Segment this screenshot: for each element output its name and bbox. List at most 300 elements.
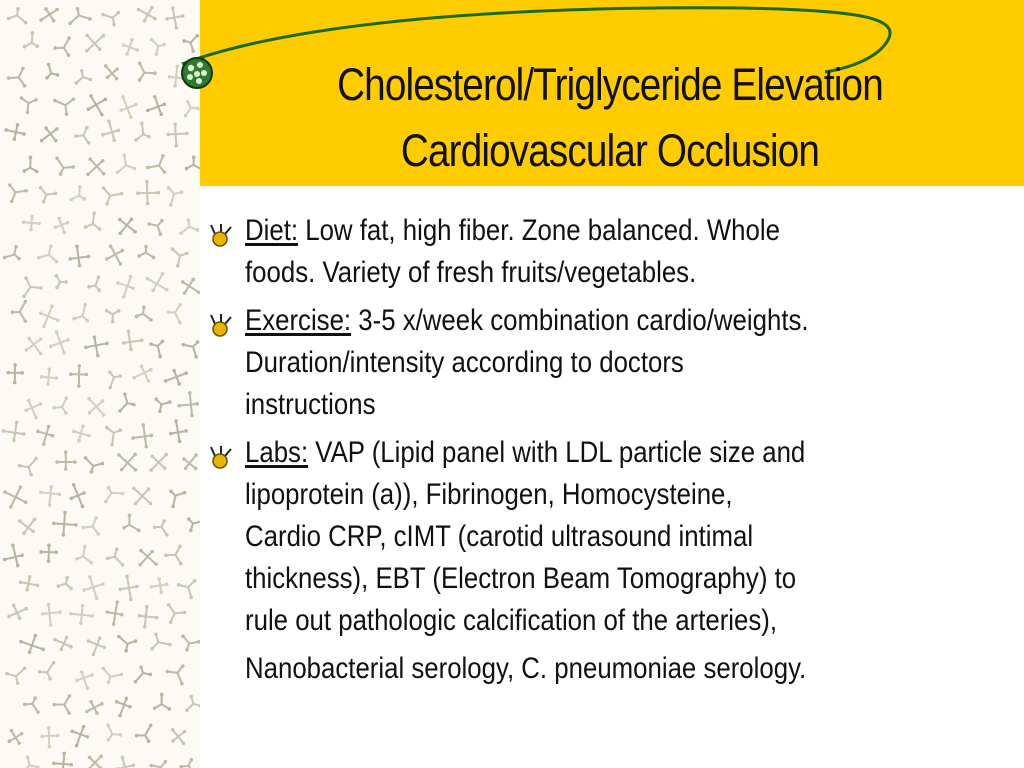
molecule-glyph xyxy=(57,576,73,591)
molecule-atom xyxy=(132,763,136,767)
molecule-atom xyxy=(181,280,185,284)
molecule-atom xyxy=(112,622,116,626)
molecule-atom xyxy=(189,695,193,699)
molecule-atom xyxy=(53,638,57,642)
molecule-atom xyxy=(118,714,122,718)
molecule-atom xyxy=(44,126,48,130)
molecule-atom xyxy=(37,222,41,226)
molecule-atom xyxy=(189,758,193,762)
slide-title xyxy=(266,52,954,184)
molecule-atom xyxy=(81,505,85,509)
molecule-atom xyxy=(169,432,173,436)
molecule-atom xyxy=(52,406,56,410)
molecule-atom xyxy=(105,202,109,206)
molecule-atom xyxy=(74,134,78,138)
molecule-atom xyxy=(50,304,54,308)
molecule-atom xyxy=(122,153,126,157)
molecule-atom xyxy=(120,673,124,677)
molecule-atom xyxy=(68,257,72,261)
molecule-bond xyxy=(89,763,95,768)
molecule-glyph xyxy=(179,218,199,235)
molecule-atom xyxy=(95,596,99,600)
bullet-labs-line-6: Nanobacterial serology, C. pneumoniae serology. xyxy=(245,652,807,685)
molecule-atom xyxy=(69,645,73,649)
green-bead-icon xyxy=(180,56,214,90)
molecule-atom xyxy=(7,615,11,619)
molecule-atom xyxy=(80,670,84,674)
molecule-atom xyxy=(84,456,88,460)
molecule-glyph xyxy=(149,340,164,359)
molecule-atom xyxy=(121,95,125,99)
molecule-atom xyxy=(161,154,165,158)
molecule-glyph xyxy=(166,664,185,685)
molecule-atom xyxy=(149,318,153,322)
molecule-atom xyxy=(18,616,22,620)
molecule-atom xyxy=(89,94,93,98)
molecule-glyph xyxy=(105,309,121,324)
molecule-atom xyxy=(135,48,139,52)
molecule-glyph xyxy=(181,278,200,295)
molecule-atom xyxy=(64,411,68,415)
molecule-atom xyxy=(51,434,55,438)
molecule-atom xyxy=(6,371,10,375)
molecule-atom xyxy=(116,171,120,175)
molecule-atom xyxy=(119,733,123,737)
molecule-atom xyxy=(152,256,156,260)
molecule-atom xyxy=(72,430,76,434)
molecule-atom xyxy=(106,610,110,614)
molecule-atom xyxy=(27,337,31,341)
molecule-atom xyxy=(41,612,45,616)
molecule-glyph xyxy=(106,548,125,567)
molecule-atom xyxy=(161,340,165,344)
molecule-atom xyxy=(188,391,192,395)
molecule-atom xyxy=(54,225,58,229)
molecule-atom xyxy=(118,231,122,235)
molecule-atom xyxy=(178,545,182,549)
molecule-atom xyxy=(163,466,167,470)
molecule-atom xyxy=(87,107,91,111)
molecule-atom xyxy=(158,355,162,359)
molecule-atom xyxy=(100,702,104,706)
molecule-atom xyxy=(22,220,26,224)
molecule-glyph xyxy=(49,330,70,354)
molecule-atom xyxy=(39,550,43,554)
molecule-atom xyxy=(160,591,164,595)
molecule-atom xyxy=(84,225,88,229)
molecule-atom xyxy=(53,46,57,50)
molecule-atom xyxy=(85,373,89,377)
molecule-glyph xyxy=(38,661,56,681)
yellow-sprout-icon xyxy=(207,442,235,470)
molecule-atom xyxy=(159,112,163,116)
molecule-atom xyxy=(115,548,119,552)
bullet-diet xyxy=(207,210,1007,294)
molecule-atom xyxy=(107,486,111,490)
molecule-atom xyxy=(62,752,66,756)
molecule-atom xyxy=(55,8,59,12)
molecule-glyph xyxy=(132,365,152,383)
molecule-atom xyxy=(167,603,171,607)
molecule-atom xyxy=(107,738,111,742)
molecule-atom xyxy=(193,579,197,583)
molecule-atom xyxy=(150,434,154,438)
molecule-atom xyxy=(94,516,98,520)
molecule-glyph xyxy=(104,64,119,80)
molecule-atom xyxy=(15,421,19,425)
molecule-glyph xyxy=(6,363,24,384)
molecule-atom xyxy=(85,34,89,38)
molecule-atom xyxy=(87,285,91,289)
molecule-atom xyxy=(65,636,69,640)
molecule-atom xyxy=(108,386,112,390)
molecule-atom xyxy=(78,185,82,189)
molecule-glyph xyxy=(22,215,41,232)
molecule-glyph xyxy=(115,697,132,718)
molecule-atom xyxy=(169,203,173,207)
molecule-atom xyxy=(89,700,93,704)
molecule-glyph xyxy=(177,391,199,417)
molecule-glyph xyxy=(182,34,199,53)
molecule-atom xyxy=(149,502,153,506)
molecule-glyph xyxy=(117,453,137,472)
molecule-atom xyxy=(37,256,41,260)
molecule-atom xyxy=(72,483,76,487)
molecule-atom xyxy=(39,286,43,290)
molecule-atom xyxy=(101,159,105,163)
molecule-glyph xyxy=(84,211,102,230)
molecule-atom xyxy=(25,588,29,592)
molecule-atom xyxy=(45,76,49,80)
molecule-atom xyxy=(59,172,63,176)
molecule-atom xyxy=(117,11,121,15)
molecule-atom xyxy=(7,76,11,80)
molecule-glyph xyxy=(52,511,78,537)
molecule-atom xyxy=(157,191,161,195)
molecule-atom xyxy=(194,467,198,471)
molecule-atom xyxy=(187,517,191,521)
molecule-glyph xyxy=(167,123,189,148)
molecule-atom xyxy=(48,745,52,749)
molecule-glyph xyxy=(5,666,26,684)
molecule-atom xyxy=(196,228,200,232)
molecule-atom xyxy=(149,724,153,728)
molecule-atom xyxy=(77,384,81,388)
molecule-glyph xyxy=(74,126,90,145)
molecule-glyph xyxy=(72,303,89,323)
molecule-glyph xyxy=(41,603,62,627)
molecule-atom xyxy=(132,487,136,491)
molecule-atom xyxy=(20,96,24,100)
molecule-atom xyxy=(98,227,102,231)
molecule-atom xyxy=(69,372,73,376)
molecule-atom xyxy=(143,625,147,629)
molecule-atom xyxy=(39,311,43,315)
molecule-atom xyxy=(88,575,92,579)
molecule-atom xyxy=(181,664,185,668)
molecule-glyph xyxy=(177,579,197,599)
molecule-glyph xyxy=(24,399,42,420)
molecule-atom xyxy=(88,411,92,415)
molecule-atom xyxy=(55,376,59,380)
molecule-atom xyxy=(85,49,89,53)
molecule-atom xyxy=(25,348,29,352)
molecule-atom xyxy=(186,100,190,104)
molecule-atom xyxy=(144,245,148,249)
molecule-atom xyxy=(10,199,14,203)
molecule-glyph xyxy=(4,123,25,141)
molecule-atom xyxy=(101,133,105,137)
molecule-glyph xyxy=(146,154,166,174)
title-line-2: Cardiovascular Occlusion xyxy=(400,125,820,176)
molecule-atom xyxy=(182,39,186,43)
molecule-atom xyxy=(67,36,71,40)
molecule-atom xyxy=(18,519,22,523)
molecule-atom xyxy=(12,439,16,443)
molecule-atom xyxy=(102,413,106,417)
molecule-atom xyxy=(30,215,34,219)
molecule-atom xyxy=(138,614,142,618)
molecule-atom xyxy=(74,81,78,85)
molecule-atom xyxy=(171,739,175,743)
molecule-atom xyxy=(71,165,75,169)
molecule-atom xyxy=(183,611,187,615)
molecule-atom xyxy=(105,309,109,313)
molecule-atom xyxy=(133,167,137,171)
molecule-glyph xyxy=(138,549,157,567)
molecule-atom xyxy=(180,682,184,686)
molecule-atom xyxy=(130,38,134,42)
molecule-atom xyxy=(63,511,67,515)
molecule-atom xyxy=(101,13,105,17)
molecule-atom xyxy=(65,112,69,116)
molecule-atom xyxy=(55,460,59,464)
molecule-atom xyxy=(145,605,149,609)
molecule-glyph xyxy=(55,156,75,175)
molecule-atom xyxy=(117,635,121,639)
molecule-glyph xyxy=(164,369,188,386)
molecule-atom xyxy=(53,99,57,103)
molecule-atom xyxy=(36,430,40,434)
molecule-glyph xyxy=(3,485,27,508)
molecule-glyph xyxy=(153,693,171,711)
molecule-atom xyxy=(166,670,170,674)
molecule-atom xyxy=(119,374,123,378)
molecule-glyph xyxy=(52,397,68,415)
molecule-atom xyxy=(23,84,27,88)
title-line-1: Cholesterol/Triglyceride Elevation xyxy=(337,59,883,110)
molecule-glyph xyxy=(19,575,39,591)
molecule-atom xyxy=(127,330,131,334)
molecule-atom xyxy=(65,397,69,401)
molecule-atom xyxy=(159,232,163,236)
bullet-labs-line-1: VAP (Lipid panel with LDL particle size and xyxy=(308,436,806,469)
molecule-atom xyxy=(72,97,76,101)
molecule-atom xyxy=(47,425,51,429)
molecule-glyph xyxy=(118,392,135,412)
molecule-atom xyxy=(90,470,94,474)
molecule-atom xyxy=(107,119,111,123)
molecule-atom xyxy=(3,558,7,562)
molecule-atom xyxy=(5,672,9,676)
molecule-glyph xyxy=(118,217,137,235)
molecule-atom xyxy=(174,419,178,423)
molecule-atom xyxy=(101,582,105,586)
molecule-atom xyxy=(39,337,43,341)
molecule-atom xyxy=(72,317,76,321)
molecule-atom xyxy=(105,342,109,346)
molecule-glyph xyxy=(53,636,73,652)
molecule-glyph xyxy=(147,219,163,236)
molecule-bond xyxy=(63,764,64,768)
molecule-glyph xyxy=(23,696,40,714)
molecule-atom xyxy=(169,490,173,494)
molecule-atom xyxy=(148,673,152,677)
molecule-atom xyxy=(77,439,81,443)
molecule-atom xyxy=(122,43,126,47)
molecule-atom xyxy=(42,200,46,204)
molecule-atom xyxy=(104,64,108,68)
molecule-atom xyxy=(34,457,38,461)
molecule-glyph xyxy=(116,153,137,174)
molecule-atom xyxy=(39,491,43,495)
molecule-glyph xyxy=(122,38,139,56)
bullet-diet-line-2: foods. Variety of fresh fruits/vegetables. xyxy=(245,256,697,289)
molecule-glyph xyxy=(118,574,138,601)
molecule-atom xyxy=(184,114,188,118)
molecule-atom xyxy=(33,696,37,700)
molecule-atom xyxy=(24,500,28,504)
bullet-exercise-line-2: Duration/intensity according to doctors xyxy=(245,346,684,379)
molecule-atom xyxy=(147,487,151,491)
molecule-atom xyxy=(16,681,20,685)
bullet-diet-label: Diet: xyxy=(245,214,299,247)
molecule-atom xyxy=(189,596,193,600)
molecule-atom xyxy=(55,127,59,131)
bullet-exercise-text xyxy=(245,300,993,426)
molecule-glyph xyxy=(87,94,108,116)
molecule-atom xyxy=(93,335,97,339)
molecule-glyph xyxy=(149,760,167,768)
molecule-atom xyxy=(101,462,105,466)
molecule-atom xyxy=(173,123,177,127)
molecule-atom xyxy=(80,69,84,73)
molecule-atom xyxy=(36,584,40,588)
molecule-atom xyxy=(160,219,164,223)
molecule-glyph xyxy=(18,517,36,535)
molecule-atom xyxy=(153,525,157,529)
molecule-glyph xyxy=(86,157,105,176)
molecule-atom xyxy=(47,63,51,67)
molecule-atom xyxy=(115,77,119,81)
molecule-glyph xyxy=(185,695,200,712)
molecule-bond xyxy=(193,521,200,523)
molecule-atom xyxy=(29,473,33,477)
molecule-atom xyxy=(23,319,27,323)
molecule-glyph xyxy=(138,605,159,629)
molecule-atom xyxy=(189,529,193,533)
molecule-atom xyxy=(178,440,182,444)
molecule-atom xyxy=(164,453,168,457)
molecule-pattern-strip xyxy=(0,0,200,768)
molecule-atom xyxy=(3,490,7,494)
bullet-diet-text xyxy=(245,210,993,294)
molecule-atom xyxy=(90,561,94,565)
molecule-atom xyxy=(88,157,92,161)
molecule-atom xyxy=(150,38,154,42)
molecule-atom xyxy=(118,428,122,432)
molecule-atom xyxy=(115,67,119,71)
molecule-glyph xyxy=(116,275,135,299)
molecule-glyph xyxy=(108,371,122,390)
molecule-atom xyxy=(64,467,68,471)
molecule-atom xyxy=(7,17,11,21)
molecule-atom xyxy=(17,741,21,745)
molecule-glyph xyxy=(137,245,155,260)
yellow-sprout-icon xyxy=(207,220,235,248)
molecule-glyph xyxy=(85,34,105,53)
molecule-atom xyxy=(101,399,105,403)
molecule-atom xyxy=(52,761,56,765)
molecule-atom xyxy=(102,34,106,38)
molecule-atom xyxy=(27,399,31,403)
molecule-atom xyxy=(62,351,66,355)
molecule-atom xyxy=(192,278,196,282)
molecule-atom xyxy=(146,109,150,113)
molecule-atom xyxy=(34,634,38,638)
molecule-glyph xyxy=(182,453,198,470)
molecule-atom xyxy=(42,325,46,329)
molecule-glyph xyxy=(117,635,137,653)
molecule-glyph xyxy=(87,275,101,292)
molecule-atom xyxy=(121,492,125,496)
molecule-atom xyxy=(167,133,171,137)
molecule-glyph xyxy=(55,450,77,470)
molecule-atom xyxy=(138,62,142,66)
molecule-atom xyxy=(111,320,115,324)
molecule-atom xyxy=(83,303,87,307)
molecule-atom xyxy=(171,505,175,509)
molecule-atom xyxy=(75,679,79,683)
molecule-atom xyxy=(118,587,122,591)
molecule-atom xyxy=(153,17,157,21)
molecule-atom xyxy=(165,288,169,292)
molecule-atom xyxy=(23,45,27,49)
molecule-atom xyxy=(86,172,90,176)
molecule-atom xyxy=(34,98,38,102)
molecule-atom xyxy=(22,531,26,535)
bullet-list xyxy=(207,210,1007,696)
molecule-atom xyxy=(19,485,23,489)
molecule-atom xyxy=(149,764,153,768)
molecule-atom xyxy=(176,264,180,268)
molecule-glyph xyxy=(2,421,26,443)
molecule-atom xyxy=(69,612,73,616)
molecule-glyph xyxy=(68,245,90,268)
molecule-atom xyxy=(62,533,66,537)
molecule-atom xyxy=(119,262,123,266)
molecule-atom xyxy=(81,604,85,608)
molecule-atom xyxy=(151,289,155,293)
molecule-atom xyxy=(11,310,15,314)
molecule-atom xyxy=(44,7,48,11)
molecule-atom xyxy=(65,576,69,580)
molecule-atom xyxy=(164,553,168,557)
molecule-atom xyxy=(134,680,138,684)
molecule-glyph xyxy=(132,487,152,506)
molecule-atom xyxy=(39,186,43,190)
molecule-atom xyxy=(76,7,80,11)
